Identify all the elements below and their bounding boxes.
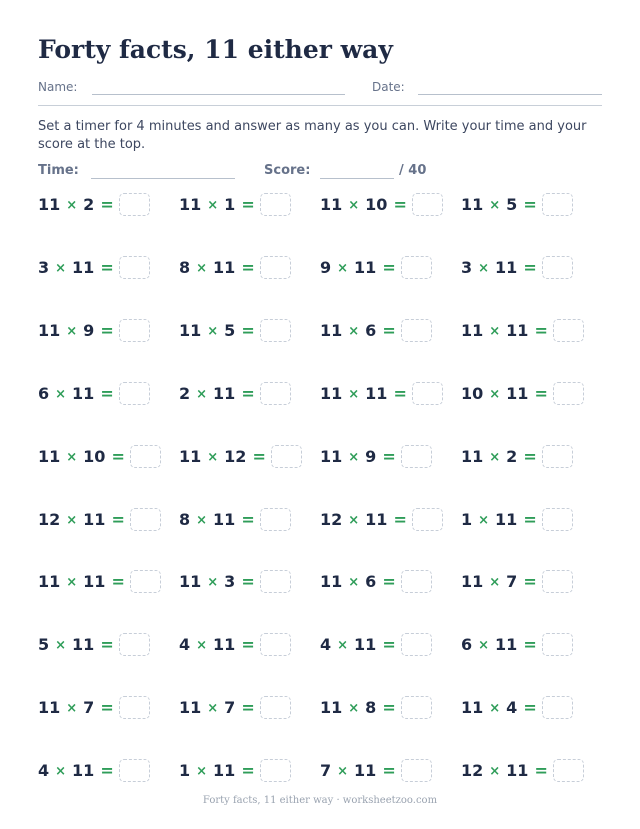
multiply-sign: × [207, 450, 219, 465]
factor-a: 11 [179, 195, 202, 214]
problem-item [320, 253, 461, 283]
equals-sign: = [100, 635, 114, 654]
problem-grid [38, 190, 602, 790]
factor-a: 11 [179, 572, 202, 591]
instructions-text: Set a timer for 4 minutes and answer as many as you can. Write your time and your score at the top. [38, 119, 587, 152]
factor-a: 9 [320, 258, 332, 277]
problem-item [179, 630, 320, 660]
equals-sign: = [100, 384, 114, 403]
factor-a: 11 [38, 195, 61, 214]
factor-b: 11 [83, 510, 106, 529]
factor-a: 11 [179, 698, 202, 717]
answer-box[interactable] [119, 256, 150, 279]
answer-box[interactable] [401, 445, 432, 468]
factor-b: 11 [506, 761, 529, 780]
multiply-sign: × [66, 198, 78, 213]
factor-a: 12 [461, 761, 484, 780]
problem-item [179, 316, 320, 346]
multiply-sign: × [489, 198, 501, 213]
factor-b: 5 [224, 321, 236, 340]
multiply-sign: × [66, 324, 78, 339]
multiply-sign: × [337, 764, 349, 779]
factor-b: 11 [213, 384, 236, 403]
factor-a: 11 [320, 321, 343, 340]
answer-box[interactable] [260, 570, 291, 593]
factor-b: 9 [365, 447, 377, 466]
equals-sign: = [393, 384, 407, 403]
answer-box[interactable] [260, 759, 291, 782]
problem-item [461, 379, 602, 409]
factor-b: 2 [506, 447, 518, 466]
answer-box[interactable] [260, 508, 291, 531]
answer-box[interactable] [542, 445, 573, 468]
multiply-sign: × [196, 513, 208, 528]
equals-sign: = [534, 321, 548, 340]
answer-box[interactable] [401, 570, 432, 593]
factor-b: 11 [354, 258, 377, 277]
problem-item [179, 756, 320, 786]
multiply-sign: × [66, 575, 78, 590]
factor-b: 11 [72, 635, 95, 654]
factor-a: 11 [38, 321, 61, 340]
equals-sign: = [534, 761, 548, 780]
problem-item [461, 316, 602, 346]
factor-a: 1 [461, 510, 473, 529]
answer-box[interactable] [260, 319, 291, 342]
factor-a: 11 [38, 447, 61, 466]
problem-item [38, 316, 179, 346]
factor-a: 12 [38, 510, 61, 529]
multiply-sign: × [196, 387, 208, 402]
multiply-sign: × [207, 575, 219, 590]
answer-box[interactable] [260, 382, 291, 405]
problem-item [320, 756, 461, 786]
factor-b: 7 [83, 698, 95, 717]
multiply-sign: × [196, 764, 208, 779]
problem-item [38, 379, 179, 409]
equals-sign: = [523, 510, 537, 529]
answer-box[interactable] [130, 508, 161, 531]
name-label: Name: [38, 80, 78, 94]
equals-sign: = [523, 572, 537, 591]
problem-item [461, 442, 602, 472]
factor-a: 11 [179, 321, 202, 340]
factor-a: 4 [38, 761, 50, 780]
factor-b: 11 [354, 761, 377, 780]
equals-sign: = [393, 510, 407, 529]
equals-sign: = [382, 258, 396, 277]
problem-item [461, 253, 602, 283]
answer-box[interactable] [412, 508, 443, 531]
answer-box[interactable] [119, 319, 150, 342]
multiply-sign: × [348, 513, 360, 528]
factor-a: 11 [320, 572, 343, 591]
problem-item [320, 379, 461, 409]
time-score-row [38, 162, 602, 182]
factor-a: 11 [461, 321, 484, 340]
factor-a: 11 [179, 447, 202, 466]
multiply-sign: × [207, 701, 219, 716]
multiply-sign: × [489, 764, 501, 779]
factor-b: 11 [354, 635, 377, 654]
equals-sign: = [100, 698, 114, 717]
factor-a: 11 [38, 698, 61, 717]
problem-item [320, 567, 461, 597]
answer-box[interactable] [542, 633, 573, 656]
factor-b: 11 [72, 258, 95, 277]
equals-sign: = [111, 510, 125, 529]
answer-box[interactable] [542, 508, 573, 531]
factor-b: 10 [365, 195, 388, 214]
equals-sign: = [111, 447, 125, 466]
factor-b: 11 [72, 761, 95, 780]
problem-item [38, 253, 179, 283]
answer-box[interactable] [542, 256, 573, 279]
factor-b: 1 [224, 195, 236, 214]
equals-sign: = [241, 761, 255, 780]
answer-box[interactable] [119, 759, 150, 782]
multiply-sign: × [478, 261, 490, 276]
name-field[interactable] [92, 94, 345, 95]
multiply-sign: × [348, 575, 360, 590]
equals-sign: = [523, 195, 537, 214]
factor-b: 11 [365, 384, 388, 403]
factor-b: 11 [506, 384, 529, 403]
factor-b: 11 [495, 510, 518, 529]
answer-box[interactable] [401, 256, 432, 279]
factor-a: 3 [461, 258, 473, 277]
problem-item [461, 190, 602, 220]
answer-box[interactable] [271, 445, 302, 468]
equals-sign: = [382, 761, 396, 780]
factor-a: 6 [38, 384, 50, 403]
multiply-sign: × [66, 513, 78, 528]
multiply-sign: × [348, 324, 360, 339]
answer-box[interactable] [412, 382, 443, 405]
date-label: Date: [372, 80, 405, 94]
multiply-sign: × [207, 324, 219, 339]
equals-sign: = [382, 698, 396, 717]
problem-item [320, 630, 461, 660]
equals-sign: = [241, 384, 255, 403]
equals-sign: = [523, 698, 537, 717]
equals-sign: = [100, 258, 114, 277]
multiply-sign: × [55, 261, 67, 276]
problem-item [38, 567, 179, 597]
factor-a: 11 [320, 384, 343, 403]
multiply-sign: × [196, 638, 208, 653]
answer-box[interactable] [542, 696, 573, 719]
multiply-sign: × [196, 261, 208, 276]
equals-sign: = [100, 195, 114, 214]
equals-sign: = [393, 195, 407, 214]
factor-b: 11 [213, 258, 236, 277]
factor-a: 11 [320, 698, 343, 717]
header-divider [38, 105, 602, 106]
factor-b: 11 [83, 572, 106, 591]
problem-item [179, 190, 320, 220]
multiply-sign: × [348, 450, 360, 465]
multiply-sign: × [55, 387, 67, 402]
multiply-sign: × [337, 261, 349, 276]
footer-text: Forty facts, 11 either way · worksheetzoo.com [202, 795, 438, 806]
equals-sign: = [241, 258, 255, 277]
problem-item [179, 567, 320, 597]
factor-b: 6 [365, 321, 377, 340]
multiply-sign: × [489, 387, 501, 402]
answer-box[interactable] [553, 382, 584, 405]
problem-item [320, 693, 461, 723]
problem-item [461, 756, 602, 786]
factor-b: 11 [213, 510, 236, 529]
problem-item [179, 442, 320, 472]
factor-b: 7 [224, 698, 236, 717]
time-field[interactable] [91, 178, 235, 179]
answer-box[interactable] [119, 193, 150, 216]
problem-item [38, 190, 179, 220]
equals-sign: = [382, 321, 396, 340]
factor-a: 11 [38, 572, 61, 591]
problem-item [320, 442, 461, 472]
equals-sign: = [534, 384, 548, 403]
multiply-sign: × [478, 513, 490, 528]
factor-a: 11 [461, 698, 484, 717]
date-field[interactable] [418, 94, 602, 95]
answer-box[interactable] [401, 759, 432, 782]
answer-box[interactable] [401, 319, 432, 342]
factor-b: 11 [495, 258, 518, 277]
worksheet-page [38, 0, 602, 829]
factor-b: 11 [365, 510, 388, 529]
equals-sign: = [111, 572, 125, 591]
multiply-sign: × [66, 701, 78, 716]
page-title: Forty facts, 11 either way [38, 35, 393, 64]
factor-a: 11 [320, 195, 343, 214]
problem-item [179, 505, 320, 535]
factor-b: 11 [506, 321, 529, 340]
answer-box[interactable] [260, 256, 291, 279]
problem-item [179, 253, 320, 283]
answer-box[interactable] [553, 319, 584, 342]
factor-a: 10 [461, 384, 484, 403]
factor-a: 12 [320, 510, 343, 529]
answer-box[interactable] [553, 759, 584, 782]
answer-box[interactable] [542, 193, 573, 216]
factor-a: 1 [179, 761, 191, 780]
factor-a: 4 [320, 635, 332, 654]
factor-a: 11 [461, 447, 484, 466]
factor-a: 3 [38, 258, 50, 277]
factor-b: 2 [83, 195, 95, 214]
equals-sign: = [100, 761, 114, 780]
problem-item [38, 505, 179, 535]
factor-b: 3 [224, 572, 236, 591]
score-label: Score: [264, 163, 311, 178]
time-label: Time: [38, 163, 79, 178]
score-total: / 40 [399, 163, 427, 178]
factor-a: 11 [461, 195, 484, 214]
problem-item [179, 379, 320, 409]
factor-a: 2 [179, 384, 191, 403]
factor-a: 8 [179, 258, 191, 277]
answer-box[interactable] [119, 382, 150, 405]
factor-b: 12 [224, 447, 247, 466]
multiply-sign: × [489, 701, 501, 716]
factor-b: 10 [83, 447, 106, 466]
factor-b: 8 [365, 698, 377, 717]
equals-sign: = [382, 572, 396, 591]
factor-a: 4 [179, 635, 191, 654]
problem-item [179, 693, 320, 723]
name-date-row [38, 79, 602, 97]
equals-sign: = [382, 635, 396, 654]
factor-b: 7 [506, 572, 518, 591]
factor-b: 11 [72, 384, 95, 403]
problem-item [461, 567, 602, 597]
equals-sign: = [241, 321, 255, 340]
equals-sign: = [523, 258, 537, 277]
equals-sign: = [241, 510, 255, 529]
answer-box[interactable] [130, 445, 161, 468]
factor-a: 7 [320, 761, 332, 780]
problem-item [38, 630, 179, 660]
answer-box[interactable] [260, 633, 291, 656]
factor-b: 4 [506, 698, 518, 717]
factor-b: 5 [506, 195, 518, 214]
problem-item [38, 442, 179, 472]
equals-sign: = [252, 447, 266, 466]
multiply-sign: × [478, 638, 490, 653]
problem-item [38, 693, 179, 723]
answer-box[interactable] [260, 696, 291, 719]
multiply-sign: × [348, 701, 360, 716]
factor-a: 11 [461, 572, 484, 591]
multiply-sign: × [489, 450, 501, 465]
answer-box[interactable] [401, 633, 432, 656]
multiply-sign: × [66, 450, 78, 465]
score-field[interactable] [320, 178, 394, 179]
multiply-sign: × [55, 764, 67, 779]
problem-item [38, 756, 179, 786]
multiply-sign: × [207, 198, 219, 213]
problem-item [461, 693, 602, 723]
factor-b: 9 [83, 321, 95, 340]
multiply-sign: × [489, 324, 501, 339]
multiply-sign: × [55, 638, 67, 653]
equals-sign: = [100, 321, 114, 340]
factor-a: 8 [179, 510, 191, 529]
answer-box[interactable] [412, 193, 443, 216]
multiply-sign: × [348, 198, 360, 213]
equals-sign: = [382, 447, 396, 466]
answer-box[interactable] [260, 193, 291, 216]
problem-item [461, 505, 602, 535]
problem-item [320, 505, 461, 535]
answer-box[interactable] [401, 696, 432, 719]
answer-box[interactable] [119, 633, 150, 656]
equals-sign: = [241, 195, 255, 214]
factor-a: 5 [38, 635, 50, 654]
factor-b: 11 [213, 761, 236, 780]
equals-sign: = [523, 635, 537, 654]
answer-box[interactable] [130, 570, 161, 593]
answer-box[interactable] [542, 570, 573, 593]
factor-a: 11 [320, 447, 343, 466]
factor-a: 6 [461, 635, 473, 654]
factor-b: 11 [495, 635, 518, 654]
problem-item [320, 190, 461, 220]
multiply-sign: × [337, 638, 349, 653]
factor-b: 11 [213, 635, 236, 654]
equals-sign: = [241, 698, 255, 717]
multiply-sign: × [348, 387, 360, 402]
factor-b: 6 [365, 572, 377, 591]
problem-item [320, 316, 461, 346]
equals-sign: = [241, 635, 255, 654]
answer-box[interactable] [119, 696, 150, 719]
multiply-sign: × [489, 575, 501, 590]
equals-sign: = [523, 447, 537, 466]
equals-sign: = [241, 572, 255, 591]
problem-item [461, 630, 602, 660]
